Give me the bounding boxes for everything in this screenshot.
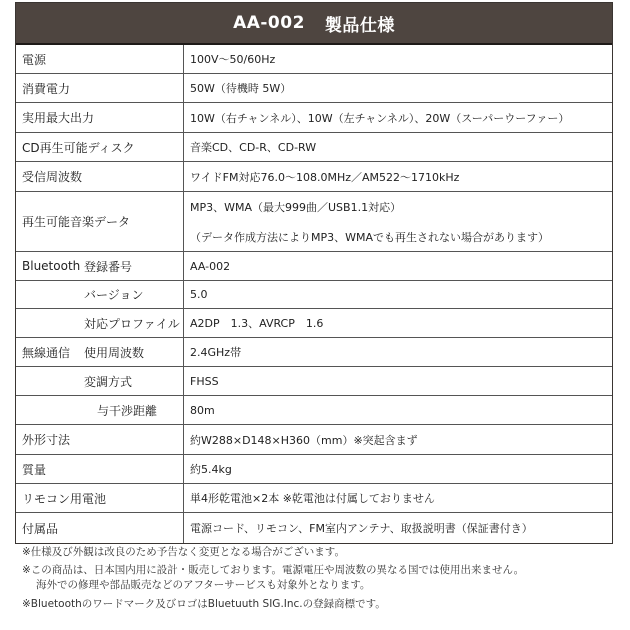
spec-value: AA-002: [190, 259, 231, 273]
spec-label-cell: [16, 309, 184, 337]
spec-label: 外形寸法: [22, 433, 71, 447]
spec-label: 消費電力: [22, 81, 71, 96]
spec-value: 80m: [190, 403, 215, 417]
footnote: ※この商品は、日本国内用に設計・販売しております。電源電圧や周波数の異なる国では使用出来ません。: [22, 564, 525, 577]
spec-value-cell: [184, 74, 612, 102]
spec-row: [16, 396, 612, 425]
spec-row: [16, 103, 612, 133]
spec-value-cell: [184, 425, 612, 454]
spec-title: 製品仕様: [324, 15, 395, 36]
spec-sublabel: 登録番号: [84, 259, 133, 274]
spec-label-cell: [16, 103, 184, 132]
spec-value: 電源コード、リモコン、FM室内アンテナ、取扱説明書（保証書付き）: [190, 522, 533, 535]
footnote: ※Bluetoothのワードマーク及びロゴはBluetuuth SIG.Inc.の登録商標です。: [22, 597, 386, 610]
spec-row: [16, 192, 612, 252]
spec-row: [16, 133, 612, 162]
spec-table: [15, 2, 613, 544]
footnotes: [22, 545, 524, 615]
spec-value: 約W288×D148×H360（mm）※突起含まず: [190, 433, 418, 447]
spec-value-cell: [184, 455, 612, 483]
spec-label: CD再生可能ディスク: [22, 140, 135, 155]
spec-label: 受信周波数: [22, 170, 83, 184]
spec-group-label: 無線通信: [22, 345, 71, 360]
spec-group-label: Bluetooth: [22, 259, 81, 273]
spec-sublabel: バージョン: [84, 288, 144, 302]
spec-label: 再生可能音楽データ: [22, 215, 131, 229]
spec-label: リモコン用電池: [22, 491, 107, 506]
spec-value-cell: [184, 484, 612, 512]
spec-row: [16, 309, 612, 338]
spec-label-cell: [16, 513, 184, 543]
spec-label: 付属品: [22, 521, 59, 536]
spec-value-cell: [184, 309, 612, 337]
spec-row: [16, 162, 612, 192]
spec-value: A2DP 1.3、AVRCP 1.6: [190, 317, 324, 330]
spec-label-cell: [16, 45, 184, 73]
spec-row: [16, 455, 612, 484]
footnote: ※仕様及び外観は改良のため予告なく変更となる場合がございます。: [22, 546, 345, 558]
spec-row: [16, 513, 612, 543]
spec-value: 10W（右チャンネル）、10W（左チャンネル）、20W（スーパーウーファー）: [190, 111, 570, 125]
spec-value-cell: [184, 45, 612, 73]
spec-label-cell: [16, 396, 184, 424]
spec-value-cell: [184, 252, 612, 280]
spec-sublabel: 与干渉距離: [96, 403, 157, 418]
spec-sublabel: 変調方式: [84, 374, 133, 389]
spec-label: 質量: [22, 462, 47, 477]
spec-value: 音楽CD、CD-R、CD-RW: [190, 141, 317, 154]
spec-title-bar: [16, 3, 612, 45]
spec-value-cell: [184, 338, 612, 366]
spec-row: [16, 484, 612, 513]
spec-value: ワイドFM対応76.0〜108.0MHz／AM522〜1710kHz: [190, 170, 460, 184]
spec-label-cell: [16, 367, 184, 395]
spec-label-cell: [16, 338, 184, 366]
spec-value: 単4形乾電池×2本 ※乾電池は付属しておりません: [190, 492, 435, 505]
spec-row: [16, 425, 612, 455]
spec-row: [16, 252, 612, 281]
spec-label: 電源: [22, 52, 47, 67]
spec-value: 2.4GHz帯: [190, 346, 242, 359]
spec-label-cell: [16, 74, 184, 102]
footnote-continuation: 海外での修理や部品販売などのアフターサービスも対象外となります。: [36, 579, 371, 592]
spec-value: 約5.4kg: [190, 463, 232, 476]
spec-label-cell: [16, 162, 184, 191]
spec-value: 50W（待機時 5W）: [190, 82, 292, 95]
spec-label-cell: [16, 425, 184, 454]
spec-label-cell: [16, 192, 184, 251]
spec-row: [16, 367, 612, 396]
spec-label-cell: [16, 455, 184, 483]
model-number: AA-002: [233, 13, 305, 33]
spec-rows: [16, 45, 612, 543]
spec-sublabel: 対応プロファイル: [84, 316, 180, 331]
spec-label-cell: [16, 281, 184, 308]
spec-value-cell: [184, 281, 612, 308]
spec-sublabel: 使用周波数: [84, 345, 145, 360]
spec-value-cell: [184, 162, 612, 191]
spec-value-cell: [184, 103, 612, 132]
spec-row: [16, 281, 612, 309]
spec-row: [16, 74, 612, 103]
spec-value-cell: [184, 367, 612, 395]
spec-value-cell: [184, 396, 612, 424]
spec-value: FHSS: [190, 374, 219, 388]
spec-value: 5.0: [190, 288, 208, 301]
spec-value-cell: [184, 513, 612, 543]
spec-label: 実用最大出力: [22, 111, 95, 125]
spec-label-cell: [16, 252, 184, 280]
spec-row: [16, 45, 612, 74]
spec-value-cell: [184, 192, 612, 251]
spec-value: 100V〜50/60Hz: [190, 53, 276, 66]
spec-label-cell: [16, 133, 184, 161]
spec-value: （データ作成方法によりMP3、WMAでも再生されない場合があります）: [190, 230, 550, 244]
spec-value-cell: [184, 133, 612, 161]
spec-value: MP3、WMA（最大999曲／USB1.1対応）: [190, 200, 402, 214]
spec-label-cell: [16, 484, 184, 512]
spec-row: [16, 338, 612, 367]
